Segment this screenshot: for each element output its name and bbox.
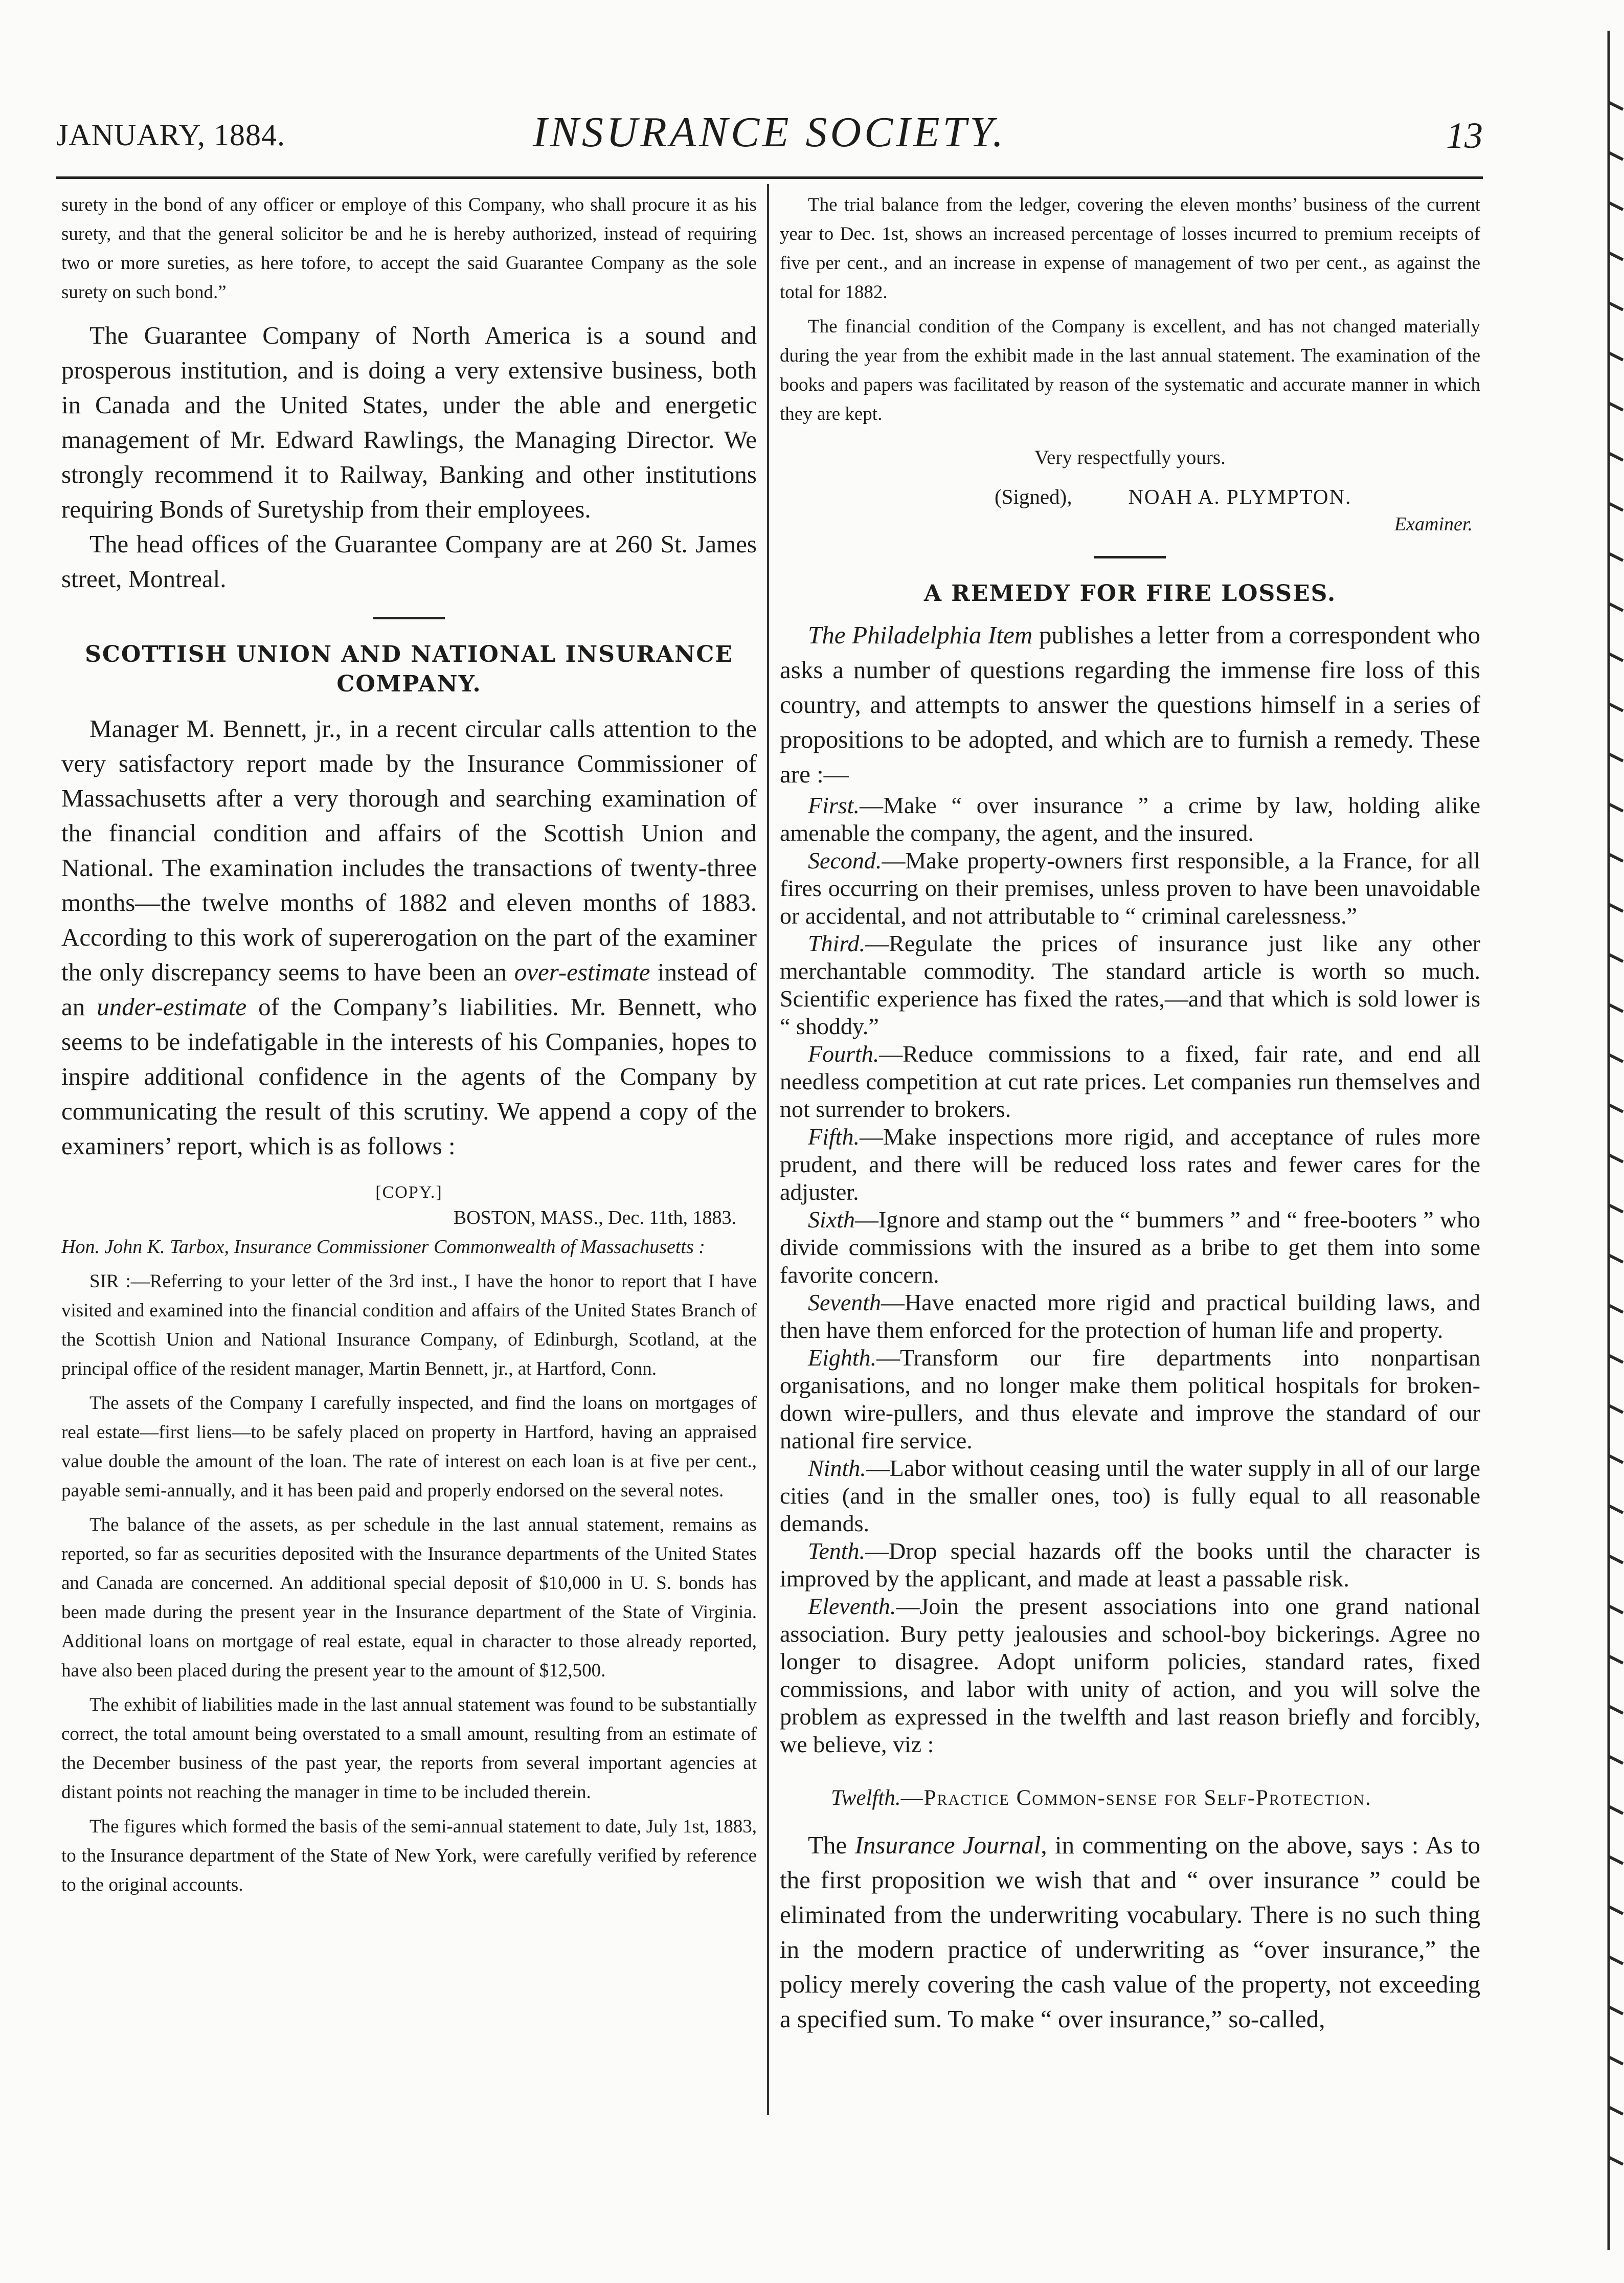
proposition-text: —Have enacted more rigid and practical building laws, and then have them enforced for the protection of human life and property.	[780, 1289, 1480, 1343]
paragraph-philadelphia-item	[780, 618, 1480, 792]
proposition-label: Seventh	[808, 1289, 882, 1315]
binding-tick	[1609, 1355, 1623, 1362]
binding-tick	[1609, 1405, 1623, 1413]
proposition-label: Fourth.	[808, 1041, 879, 1067]
proposition-text: —Reduce commissions to a fixed, fair rate, and end all needless competition at cut rate prices. Let companies run themselves and not surrender to brokers.	[780, 1041, 1480, 1122]
proposition-item	[780, 1593, 1480, 1758]
header-rule	[56, 176, 1483, 179]
page-header	[56, 107, 1483, 169]
proposition-twelfth	[780, 1784, 1480, 1812]
binding-tick	[1609, 1456, 1623, 1463]
proposition-item	[780, 1040, 1480, 1123]
left-column	[61, 190, 757, 1899]
proposition-text: —Practice Common-sense for Self-Protection.	[900, 1786, 1372, 1810]
proposition-label: Fifth.	[808, 1124, 860, 1150]
binding-tick	[1609, 2157, 1623, 2164]
article-heading-scottish-union: SCOTTISH UNION AND NATIONAL INSURANCE COMPANY.	[85, 641, 733, 697]
proposition-item	[780, 1344, 1480, 1454]
binding-tick	[1609, 2107, 1623, 2114]
proposition-text: —Ignore and stamp out the “ bummers ” and “ free-booters ” who divide commissions with the insured as a bribe to get them into some favorite concern.	[780, 1206, 1480, 1288]
signatory-name: NOAH A. PLYMPTON.	[1128, 485, 1352, 508]
binding-tick	[1609, 1556, 1623, 1563]
binding-edge-marks	[1532, 0, 1624, 2283]
proposition-text: —Make inspections more rigid, and acceptance of rules more prudent, and there will be reduced loss rates and fewer cares for the adjuster.	[780, 1124, 1480, 1205]
binding-tick	[1609, 1656, 1623, 1663]
binding-tick	[1609, 253, 1623, 260]
publication-name: The Philadelphia Item	[808, 621, 1033, 649]
paragraph-trial-balance: The trial balance from the ledger, covering the eleven months’ business of the current year to Dec. 1st, shows an increased percentage of losses incurred to premium receipts of five per cent., and an increase in expense of management of two per cent., as against the total for 1882.	[780, 194, 1480, 303]
proposition-item	[780, 1537, 1480, 1593]
paragraph-guarantee-company: The Guarantee Company of North America is a sound and prosperous institution, and is doing a very extensive business, both in Canada and the United States, under the able and energetic management of Mr. Edward Rawlings, the Managing Director. We strongly recommend it to Railway, Banking and other institutions requiring Bonds of Suretyship from their employees.	[61, 321, 757, 523]
text-run: , in commenting on the above, says : As to the first proposition we wish that and “ over insurance ” could be eliminated from the underwriting vocabulary. There is no such thing in the modern practice of underwriting as “over insurance,” the policy merely covering the cash value of the property, not exceeding a specified sum. To make “ over insurance,” so-called,	[780, 1831, 1480, 2033]
binding-tick	[1609, 1756, 1623, 1763]
letter-addressee: Hon. John K. Tarbox, Insurance Commissioner Commonwealth of Massachusetts :	[61, 1236, 705, 1258]
proposition-text: —Regulate the prices of insurance just like any other merchantable commodity. The standard article is worth so much. Scientific experience has fixed the rates,—and that which is sold lower is “ shoddy.”	[780, 930, 1480, 1039]
proposition-text: —Drop special hazards off the books until the character is improved by the applicant, and made at least a passable risk.	[780, 1538, 1480, 1592]
binding-tick	[1609, 904, 1623, 911]
text-run: publishes a letter from a correspondent who asks a number of questions regarding the immense fire loss of this country, and attempts to answer the questions himself in a series of propositions to be adopted, and which are to furnish a remedy. These are :—	[780, 621, 1480, 788]
section-rule	[373, 617, 445, 619]
issue-date: JANUARY, 1884.	[56, 118, 285, 152]
binding-tick	[1609, 954, 1623, 961]
binding-tick	[1609, 1506, 1623, 1513]
proposition-label: Ninth.	[808, 1455, 866, 1481]
column-divider	[767, 184, 769, 2115]
proposition-label: Second.	[808, 847, 882, 874]
proposition-label: Sixth	[808, 1206, 855, 1233]
article-heading-fire-losses: A REMEDY FOR FIRE LOSSES.	[923, 580, 1337, 607]
copy-label: [COPY.]	[375, 1183, 443, 1202]
text-run: of the Company’s liabilities. Mr. Bennett, who seems to be indefatigable in the interests of his Companies, hopes to inspire additional confidence in the agents of the Company by communicating the result of this scrutiny. We append a copy of the examiners’ report, which is as follows :	[61, 993, 757, 1160]
binding-tick	[1609, 152, 1623, 160]
publication-name: Insurance Journal	[854, 1831, 1041, 1859]
binding-tick	[1609, 2057, 1623, 2064]
paragraph-manager-bennett	[61, 711, 757, 1163]
emphasis-over-estimate: over-estimate	[514, 958, 650, 986]
binding-tick	[1609, 654, 1623, 661]
binding-tick	[1609, 1155, 1623, 1162]
proposition-label: Twelfth.	[831, 1786, 901, 1810]
paragraph-insurance-journal	[780, 1828, 1480, 2036]
proposition-text: —Transform our fire departments into nonpartisan organisations, and no longer make them political hospitals for broken-down wire-pullers, and thus elevate and improve the standard of our national fire service.	[780, 1345, 1480, 1453]
binding-tick	[1609, 553, 1623, 561]
proposition-item	[780, 847, 1480, 930]
proposition-label: Eleventh.	[808, 1593, 896, 1619]
binding-tick	[1609, 1706, 1623, 1713]
proposition-item	[780, 930, 1480, 1040]
proposition-text: —Join the present associations into one grand national association. Bury petty jealousies and school-boy bickerings. Agree no longer to disagree. Adopt uniform policies, standard rates, fixed commissions, and labor with unity of action, and you will solve the problem as expressed in the twelfth and last reason briefly and forcibly, we believe, viz :	[780, 1593, 1480, 1757]
binding-tick	[1609, 804, 1623, 811]
binding-tick	[1609, 1004, 1623, 1012]
proposition-item	[780, 1289, 1480, 1344]
proposition-text: —Make “ over insurance ” a crime by law, holding alike amenable the company, the agent, and the insured.	[780, 792, 1480, 846]
binding-tick	[1609, 503, 1623, 510]
emphasis-under-estimate: under-estimate	[97, 993, 247, 1021]
letter-signature	[780, 484, 1480, 509]
paragraph-balance: The balance of the assets, as per schedule in the last annual statement, remains as reported, so far as securities deposited with the Insurance departments of the United States and Canada are concerned. An additional special deposit of $10,000 in U. S. bonds has been made during the present year in the Insurance department of the State of Virginia. Additional loans on mortgage of real estate, equal in character to those already reported, have also been placed during the present year to the amount of $12,500.	[61, 1514, 757, 1681]
letter-dateline: BOSTON, MASS., Dec. 11th, 1883.	[453, 1207, 736, 1228]
paragraph-financial-condition: The financial condition of the Company is excellent, and has not changed materially during the year from the exhibit made in the last annual statement. The examination of the books and papers was facilitated by reason of the systematic and accurate manner in which they are kept.	[780, 316, 1480, 424]
paragraph-head-offices: The head offices of the Guarantee Company are at 260 St. James street, Montreal.	[61, 530, 757, 593]
section-rule	[1094, 556, 1166, 558]
paragraph-sir: SIR :—Referring to your letter of the 3rd inst., I have the honor to report that I have visited and examined into the financial condition and affairs of the United States Branch of the Scottish Union and National Insurance Company, of Edinburgh, Scotland, at the principal office of the resident manager, Martin Bennett, jr., at Hartford, Conn.	[61, 1271, 757, 1379]
binding-tick	[1609, 603, 1623, 611]
proposition-label: Tenth.	[808, 1538, 866, 1564]
binding-tick	[1609, 102, 1623, 109]
binding-tick	[1609, 353, 1623, 360]
binding-tick	[1609, 1606, 1623, 1613]
proposition-item	[780, 1454, 1480, 1537]
proposition-label: Third.	[808, 930, 866, 956]
binding-tick	[1609, 1305, 1623, 1312]
binding-tick	[1609, 303, 1623, 310]
binding-tick	[1609, 403, 1623, 410]
binding-tick	[1609, 1055, 1623, 1062]
proposition-item	[780, 1123, 1480, 1206]
binding-tick	[1609, 1806, 1623, 1814]
binding-tick	[1609, 704, 1623, 711]
text-run: instead of an	[61, 958, 757, 1021]
letter-closing: Very respectfully yours.	[1034, 446, 1226, 468]
binding-tick	[1609, 754, 1623, 761]
paragraph-assets: The assets of the Company I carefully inspected, and find the loans on mortgages of real estate—first liens—to be safely placed on property in Hartford, having an appraised value double the amount of the loan. The rate of interest on each loan is at five per cent., payable semi-annually, and it has been paid and properly endorsed on the several notes.	[61, 1393, 757, 1501]
binding-tick	[1609, 1957, 1623, 1964]
binding-tick	[1609, 854, 1623, 861]
text-run: Manager M. Bennett, jr., in a recent circular calls attention to the very satisfactory report made by the Insurance Commissioner of Massachusetts after a very thorough and searching examination of the financial condition and affairs of the Scottish Union and National. The examination includes the transactions of twenty-three months—the twelve months of 1882 and eleven months of 1883. According to this work of supererogation on the part of the examiner the only discrepancy seems to have been an	[61, 714, 757, 986]
proposition-text: —Labor without ceasing until the water supply in all of our large cities (and in the smaller ones, too) is fully equal to all reasonable demands.	[780, 1455, 1480, 1536]
binding-tick	[1609, 1105, 1623, 1112]
binding-tick	[1609, 453, 1623, 460]
signatory-title: Examiner.	[1394, 513, 1473, 535]
proposition-item	[780, 1206, 1480, 1289]
publication-title: INSURANCE SOCIETY.	[532, 108, 1007, 156]
binding-tick	[1609, 1856, 1623, 1864]
paragraph-figures: The figures which formed the basis of the semi-annual statement to date, July 1st, 1883, to the Insurance department of the State of New York, were carefully verified by reference to the original accounts.	[61, 1816, 757, 1895]
text-run: The	[808, 1831, 855, 1859]
proposition-item	[780, 792, 1480, 847]
right-column	[780, 190, 1480, 2036]
signed-label: (Signed),	[995, 485, 1072, 508]
paragraph-exhibit: The exhibit of liabilities made in the last annual statement was found to be substantially correct, the total amount being overstated to a small amount, resulting from an estimate of the December business of the past year, the reports from several important agencies at distant points not reaching the manager in time to be included therein.	[61, 1694, 757, 1803]
proposition-label: First.	[808, 792, 860, 818]
page-number: 13	[1446, 115, 1483, 156]
binding-tick	[1609, 1255, 1623, 1262]
binding-tick	[1609, 1907, 1623, 1914]
propositions-list	[780, 792, 1480, 1758]
binding-tick	[1609, 2007, 1623, 2014]
proposition-text: —Make property-owners first responsible, a la France, for all fires occurring on their premises, unless proven to have been unavoidable or accidental, and not attributable to “ criminal carelessness.”	[780, 847, 1480, 929]
binding-tick	[1609, 1205, 1623, 1212]
paragraph-surety: surety in the bond of any officer or employe of this Company, who shall procure it as his surety, and that the general solicitor be and he is hereby authorized, instead of requiring two or more sureties, as here tofore, to accept the said Guarantee Company as the sole surety on such bond.”	[61, 194, 757, 303]
binding-tick	[1609, 203, 1623, 210]
proposition-label: Eighth.	[808, 1345, 877, 1371]
